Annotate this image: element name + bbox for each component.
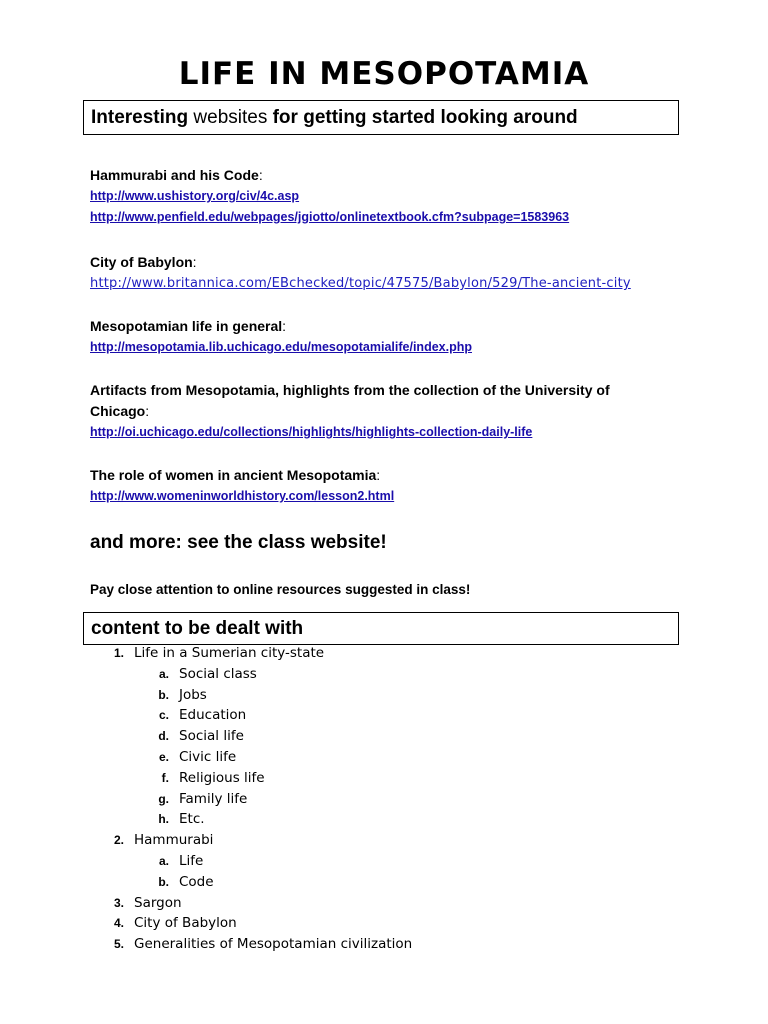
heading-colon: : [282,318,287,334]
section-heading [90,465,670,486]
list-text: Life in a Sumerian city-state [134,645,325,661]
sub-list-text: Civic life [179,748,237,765]
sub-list-item [0,747,768,768]
sub-list-item [0,872,768,893]
link-ushistory[interactable]: http://www.ushistory.org/civ/4c.asp [90,189,300,203]
content-list [0,643,768,955]
list-text: Sargon [134,894,182,911]
sub-list-letter: f. [161,770,169,785]
list-number: 5. [113,937,124,952]
section-hammurabi [90,165,670,228]
list-item [0,893,768,914]
section-heading: Artifacts from Mesopotamia, highlights from the collection of the University of [90,382,610,398]
sub-list-item [0,726,768,747]
sub-list-text: Social life [179,728,244,745]
section-women [90,465,670,507]
sub-list-letter: a. [158,853,169,868]
list-text: City of Babylon [134,915,237,932]
sub-list-letter: d. [158,729,169,744]
link-penfield[interactable]: http://www.penfield.edu/webpages/jgiotto/onlinetextbook.cfm?subpage=1583963 [90,210,570,224]
section-babylon [90,252,670,294]
sub-list-item [0,809,768,830]
list-item [0,643,768,664]
section-mesopotamian-life [90,316,670,358]
list-number: 1. [113,646,124,660]
sub-list-letter: g. [158,791,169,806]
section-heading [90,316,670,337]
intro-bold-1: Interesting [91,107,189,128]
section-heading-line2 [90,401,670,422]
list-text: Generalities of Mesopotamian civilization [134,936,413,953]
sub-list-letter: a. [158,666,169,681]
sub-list-text: Code [179,873,214,890]
note-text: Pay close attention to online resources suggested in class! [90,582,471,597]
heading-text: The role of women in ancient Mesopotamia [90,467,377,483]
sub-list-text: Life [179,852,204,869]
intro-bold-2: for getting started looking around [272,107,578,128]
sub-list-letter: b. [158,874,169,889]
link-oi-uchicago[interactable]: http://oi.uchicago.edu/collections/highlights/highlights-collection-daily-life [90,425,533,439]
list-item [0,830,768,851]
sub-list-text: Education [179,707,247,724]
heading-colon: : [258,167,263,183]
heading-text: Chicago [90,403,146,419]
sub-list-item [0,685,768,706]
heading-colon: : [192,254,197,270]
sub-list-text: Social class [179,665,257,682]
link-britannica[interactable]: http://www.britannica.com/EBchecked/topic/47575/Babylon/529/The-ancient-city [90,276,631,291]
sub-list-item [0,851,768,872]
intro-normal: websites [188,107,273,128]
sub-list-text: Jobs [179,686,207,703]
sub-list-letter: e. [158,749,169,764]
sub-list-item [0,768,768,789]
section-heading [90,165,670,186]
sub-list-letter: c. [158,708,169,723]
heading-colon: : [145,403,150,419]
intro-box [83,100,679,135]
link-womeninworldhistory[interactable]: http://www.womeninworldhistory.com/lesson2.html [90,489,395,503]
sub-list-item [0,789,768,810]
list-number: 4. [113,916,124,931]
sub-list-text: Family life [179,790,248,807]
heading-colon: : [376,467,381,483]
heading-text: City of Babylon [90,254,193,270]
list-number: 3. [113,895,124,910]
list-item [0,934,768,955]
more-text: and more: see the class website! [90,532,387,553]
link-uchicago-mesopotamia[interactable]: http://mesopotamia.lib.uchicago.edu/mesopotamialife/index.php [90,340,472,354]
section-heading [90,252,670,273]
list-item [0,913,768,934]
sub-list-text: Religious life [179,769,265,786]
sub-list-letter: b. [158,687,169,702]
section-artifacts [90,380,670,443]
sub-list-item [0,664,768,685]
sub-list-text: Etc. [179,811,205,828]
content-box: content to be dealt with [83,612,679,645]
heading-text: Hammurabi and his Code [90,167,259,183]
list-number: 2. [113,833,124,848]
heading-text: Mesopotamian life in general [90,318,283,334]
sub-list-letter: h. [158,812,169,827]
page-title: LIFE IN MESOPOTAMIA [178,56,590,92]
list-text: Hammurabi [134,832,214,849]
sub-list-item [0,705,768,726]
